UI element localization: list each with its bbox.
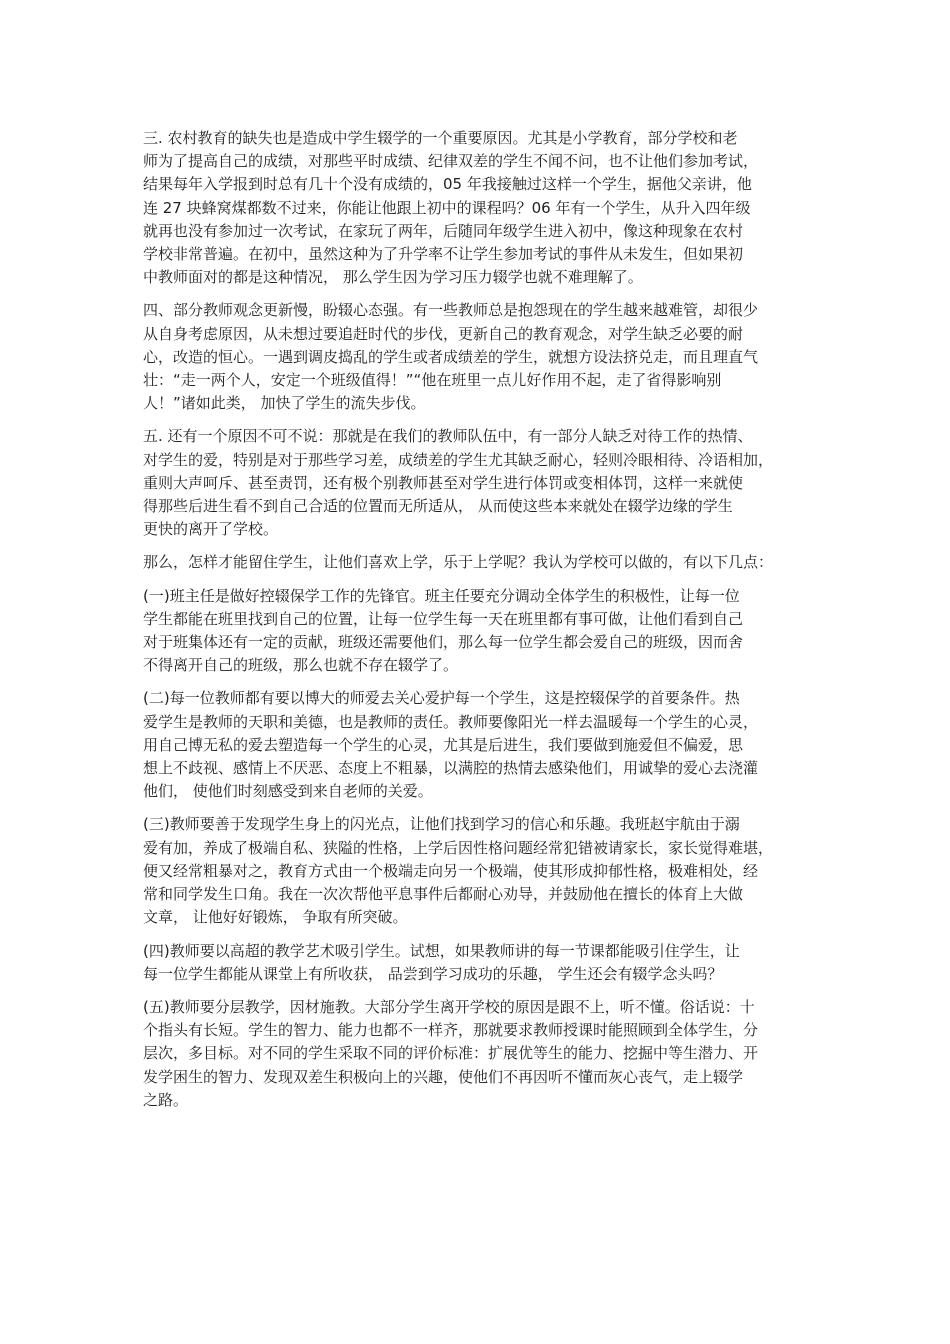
paragraph-point-4: (四)教师要以高超的教学艺术吸引学生。试想，如果教师讲的每一节课都能吸引住学生，让 每一位学生都能从课堂上有所收获， 品尝到学习成功的乐趣， 学生还会有辍学念头吗？ <box>143 941 740 983</box>
paragraph-teacher-passion: 五. 还有一个原因不可不说：那就是在我们的教师队伍中，有一部分人缺乏对待工作的热情、 对学生的爱，特别是对于那些学习差，成绩差的学生尤其缺乏耐心，轻则冷眼相待、冷语相加， 重则大声呵斥、甚至责罚，还有极个别教师甚至对学生进行体罚或变相体罚，这样一来就使 得那些后进生看不到自己合适的位置而无所适从， 从而使这些本来就处在辍学边缘的学生 更快的离开了学校。 <box>143 427 774 539</box>
paragraph-question: 那么，怎样才能留住学生，让他们喜欢上学，乐于上学呢？我认为学校可以做的，有以下几点： <box>143 553 774 572</box>
paragraph-teacher-attitude: 四、部分教师观念更新慢，盼辍心态强。有一些教师总是抱怨现在的学生越来越难管，却很少 从自身考虑原因，从未想过要追赶时代的步伐，更新自己的教育观念，对学生缺乏必要的耐 心，改造的恒心。一遇到调皮捣乱的学生或者成绩差的学生，就想方设法挤兑走，而且理直气 壮：“走一两个人，安定一个班级值得！”“他在班里一点儿好作用不起，走了省得影响别 人！”诸如此类， 加快了学生的流失步伐。 <box>143 301 759 413</box>
document-page <box>143 127 813 1122</box>
paragraph-point-2: (二)每一位教师都有要以博大的师爱去关心爱护每一个学生，这是控辍保学的首要条件。热 爱学生是教师的天职和美德，也是教师的责任。教师要像阳光一样去温暖每一个学生的心灵， 用自己博无私的爱去塑造每一个学生的心灵，尤其是后进生，我们要做到施爱但不偏爱，思 想上不歧视、感情上不厌恶、态度上不粗暴，以满腔的热情去感染他们，用诚挚的爱心去浇灌 他们， 使他们时刻感受到来自老师的关爱。 <box>143 689 759 801</box>
paragraph-point-3: (三)教师要善于发现学生身上的闪光点，让他们找到学习的信心和乐趣。我班赵宇航由于溺 爱有加，养成了极端自私、狭隘的性格，上学后因性格问题经常犯错被请家长，家长觉得难堪， 便又经常粗暴对之，教育方式由一个极端走向另一个极端，使其形成抑郁性格，极难相处，经 常和同学发生口角。我在一次次帮他平息事件后都耐心劝导，并鼓励他在擅长的体育上大做 文章， 让他好好锻炼， 争取有所突破。 <box>143 815 774 927</box>
paragraph-rural-education: 三. 农村教育的缺失也是造成中学生辍学的一个重要原因。尤其是小学教育，部分学校和老 师为了提高自己的成绩，对那些平时成绩、纪律双差的学生不闻不问，也不让他们参加考试， 结果每年入学报到时总有几十个没有成绩的，05 年我接触过这样一个学生，据他父亲讲，他 连 27 块蜂窝煤都数不过来，你能让他跟上初中的课程吗？06 年有一个学生，从升入四年级 就再也没有参加过一次考试，在家玩了两年，后随同年级学生进入初中，像这种现象在农村 学校非常普遍。在初中，虽然这种为了升学率不让学生参加考试的事件从未发生，但如果初 中教师面对的都是这种情况， 那么学生因为学习压力辍学也就不难理解了。 <box>143 129 759 287</box>
paragraph-point-5: (五)教师要分层教学，因材施教。大部分学生离开学校的原因是跟不上，听不懂。俗话说：十 个指头有长短。学生的智力、能力也都不一样齐，那就要求教师授课时能照顾到全体学生，分 层次，多目标。对不同的学生采取不同的评价标准：扩展优等生的能力、挖掘中等生潜力、开 发学困生的智力、发现双差生积极向上的兴趣，使他们不再因听不懂而灰心丧气，走上辍学 之路。 <box>143 997 759 1109</box>
paragraph-point-1: (一)班主任是做好控辍保学工作的先锋官。班主任要充分调动全体学生的积极性，让每一位 学生都能在班里找到自己的位置，让每一位学生每一天在班里都有事可做，让他们看到自己 对于班集体还有一定的贡献，班级还需要他们，那么每一位学生都会爱自己的班级，因而舍 不得离开自己的班级，那么也就不存在辍学了。 <box>143 586 744 675</box>
